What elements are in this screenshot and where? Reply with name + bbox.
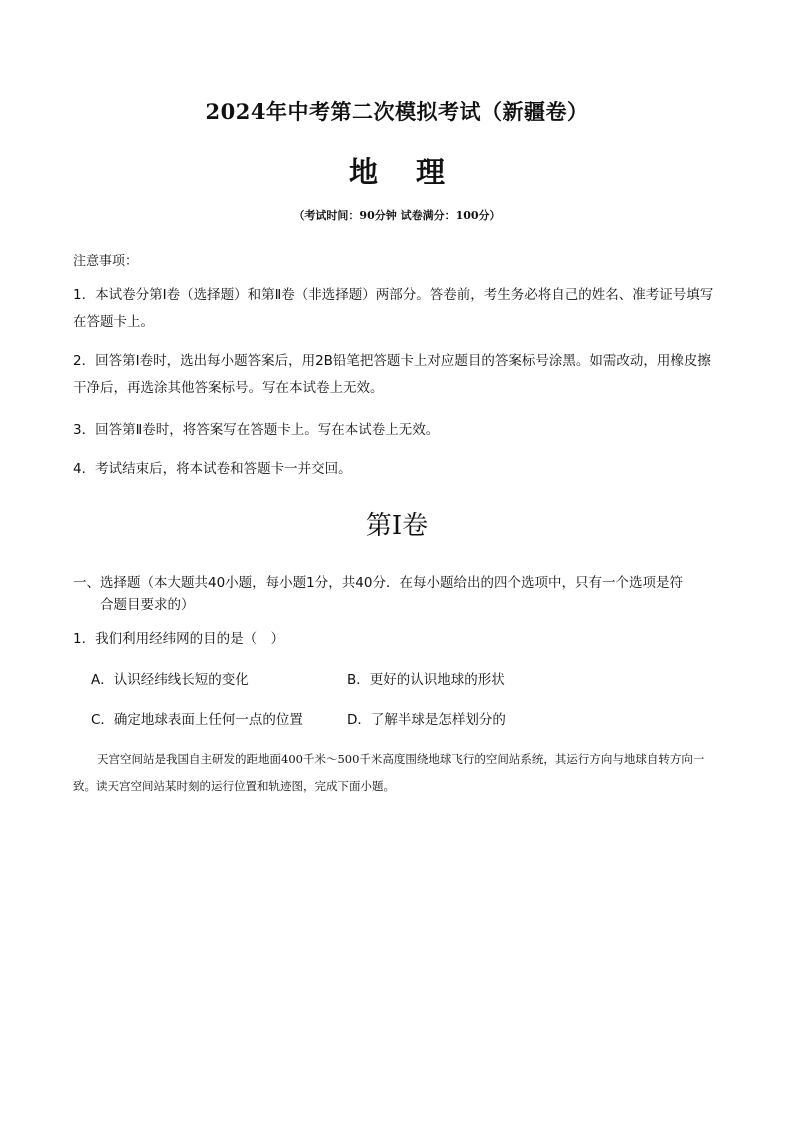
question-1-stem: 1．我们利用经纬网的目的是（ ） xyxy=(73,631,285,647)
question-1-option-a: A．认识经纬线长短的变化 xyxy=(91,672,249,688)
notice-heading: 注意事项： xyxy=(73,254,139,269)
notice-item-3: 3．回答第Ⅱ卷时，将答案写在答题卡上。写在本试卷上无效。 xyxy=(73,422,440,438)
notice-item-1: 1．本试卷分第Ⅰ卷（选择题）和第Ⅱ卷（非选择题）两部分。答卷前，考生务必将自己的姓名、准考证号填写在答题卡上。 xyxy=(73,287,714,330)
question-section-header xyxy=(73,572,728,616)
question-section-line-2: 合题目要求的） xyxy=(100,597,195,613)
question-section-line-1: 一、选择题（本大题共40小题，每小题1分，共40分．在每小题给出的四个选项中，只有一个选项是符 xyxy=(73,575,683,591)
notice-item-4: 4．考试结束后，将本试卷和答题卡一并交回。 xyxy=(73,461,352,477)
reading-passage: 天宫空间站是我国自主研发的距地面400千米～500千米高度围绕地球飞行的空间站系统，其运行方向与地球自转方向一致。读天宫空间站某时刻的运行位置和轨迹图，完成下面小题。 xyxy=(73,752,705,793)
subject-title: 地 理 xyxy=(348,155,446,189)
section-title: 第Ⅰ卷 xyxy=(365,511,429,541)
question-1-option-b: B．更好的认识地球的形状 xyxy=(347,672,505,688)
question-1-option-d: D．了解半球是怎样划分的 xyxy=(347,712,506,728)
question-1-option-c: C．确定地球表面上任何一点的位置 xyxy=(91,712,303,728)
exam-title: 2024年中考第二次模拟考试（新疆卷） xyxy=(205,99,589,124)
exam-info: （考试时间：90分钟 试卷满分：100分） xyxy=(293,209,501,222)
notice-item-2: 2．回答第Ⅰ卷时，选出每小题答案后，用2B铅笔把答题卡上对应题目的答案标号涂黑。如需改动，用橡皮擦干净后，再选涂其他答案标号。写在本试卷上无效。 xyxy=(73,353,711,396)
